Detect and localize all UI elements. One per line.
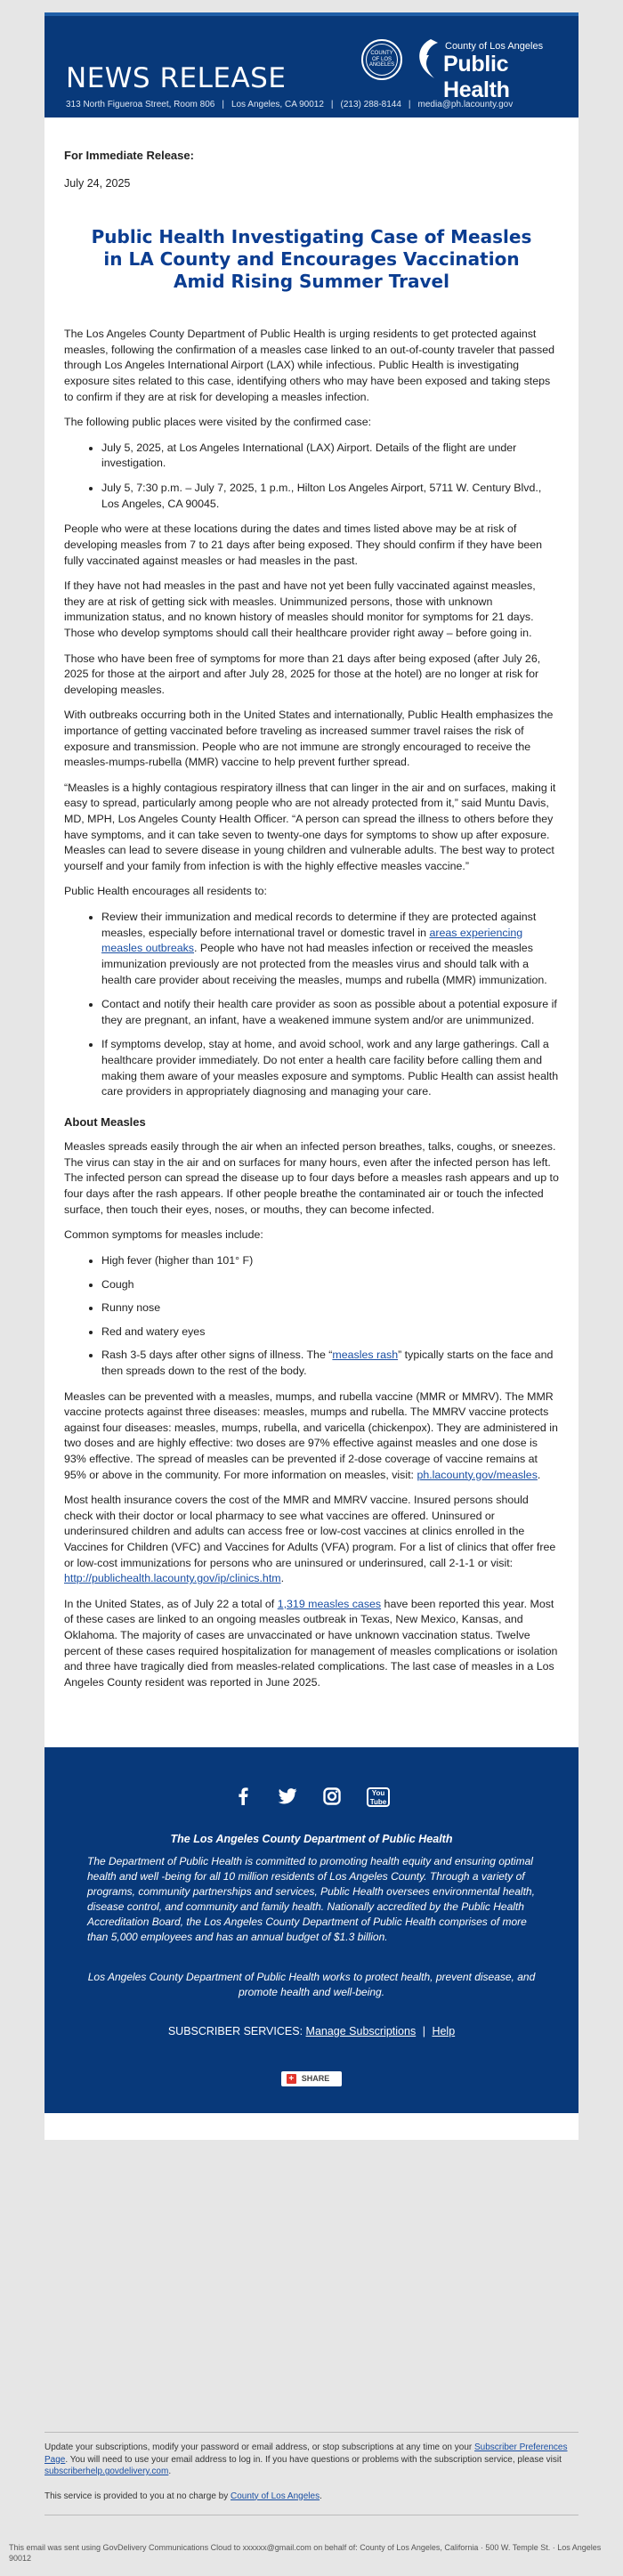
cases-text-b: have been reported this year. Most of these cases are linked to an ongoing measles outbreak in Texas, New Mexico, Kansas, and Oklahoma. The majority of cases are unvaccinated or have unknown vaccination status. Twelve percent of these cases required hospitalization for management of measles complications or isolation and three have tragically died from measles-related complications. The last case of measles in a Los Angeles County resident was reported in June 2025. bbox=[64, 1597, 558, 1689]
subscriber-label: SUBSCRIBER SERVICES: bbox=[167, 2024, 303, 2037]
rash-text-a: Rash 3-5 days after other signs of illness. The “ bbox=[101, 1349, 333, 1362]
measles-rash-link[interactable]: measles rash bbox=[332, 1349, 399, 1362]
news-release-header bbox=[44, 12, 578, 117]
govdelivery-notice bbox=[0, 2428, 623, 2524]
insurance-text-b: . bbox=[280, 1572, 285, 1585]
paragraph-quote: “Measles is a highly contagious respiratory illness that can linger in the air and on surfaces, making it easy to spread, particularly among people who are not already protected from it,” said Muntu Davis, MD, MPH, Los Angeles County Health Officer. “A person can spread the illness to others before they have symptoms, and it can take seven to twenty-one days for symptoms to show up after exposure. Measles can lead to severe disease in young children and vulnerable adults. The best way to protect yourself and your family from infection is with the highly effective measles vaccine.” bbox=[64, 781, 556, 872]
email-sheet bbox=[44, 12, 578, 2140]
release-content bbox=[44, 117, 578, 1721]
recommendations-list bbox=[64, 910, 559, 1100]
footer bbox=[44, 1747, 578, 2113]
logo-public-health-text: Public Health bbox=[443, 52, 510, 102]
list-item: • Cough bbox=[101, 1277, 559, 1293]
social-links bbox=[87, 1786, 536, 1808]
contact-bar: 313 North Figueroa Street, Room 806 | Los Angeles, CA 90012 | (213) 288-8144 | media@ph.lacounty.gov bbox=[66, 100, 514, 109]
release-date: July 24, 2025 bbox=[64, 177, 131, 190]
paragraph-symptoms-intro: Common symptoms for measles include: bbox=[64, 1228, 263, 1242]
outbreak-areas-link[interactable]: areas experiencing measles outbreaks bbox=[101, 926, 523, 955]
legal-footer: This email was sent using GovDelivery Communications Cloud to xxxxxx@gmail.com on behalf of: County of Los Angeles, California · 500 W. Temple St. · Los Angeles 90012 bbox=[9, 2543, 602, 2564]
sheet-bottom-spacer bbox=[44, 2113, 578, 2140]
service-text-b: . bbox=[320, 2491, 322, 2501]
county-link[interactable]: County of Los Angeles bbox=[231, 2491, 320, 2501]
about-measles-heading: About Measles bbox=[64, 1114, 146, 1129]
list-item: • Contact and notify their health care provider as soon as possible about a potential exposure if they are pregnant, an infant, have a weakened immune system and/or are unimmunized. bbox=[101, 997, 559, 1028]
rec1-text-b: . People who have not had measles infection or received the measles immunization previously are not protected from the measles virus and should talk with a health care provider about receiving the measles, mumps and rubella (MMR) immunization. bbox=[101, 942, 547, 986]
clinics-link[interactable]: http://publichealth.lacounty.gov/ip/clinics.htm bbox=[64, 1572, 281, 1585]
list-item bbox=[101, 1348, 559, 1379]
address-text: 313 North Figueroa Street, Room 806 bbox=[66, 100, 215, 109]
measles-cases-link[interactable]: 1,319 measles cases bbox=[277, 1597, 382, 1610]
youtube-label: You Tube bbox=[367, 1787, 390, 1807]
cases-text-a: In the United States, as of July 22 a total of bbox=[64, 1597, 278, 1610]
notice-text-b: . You will need to use your email address to log in. If you have questions or problems with the subscription service, please visit bbox=[65, 2454, 562, 2465]
subscriber-services bbox=[87, 2025, 536, 2037]
paragraph-vaccine bbox=[64, 1389, 559, 1484]
notice-text-a: Update your subscriptions, modify your password or email address, or stop subscriptions at any time on your bbox=[44, 2442, 474, 2452]
vaccine-text-b: . bbox=[537, 1468, 541, 1481]
phone-text: (213) 288-8144 bbox=[340, 100, 401, 109]
divider bbox=[44, 2432, 578, 2433]
paragraph-encourage: Public Health encourages all residents to: bbox=[64, 885, 267, 898]
header-accent-bar bbox=[44, 12, 578, 16]
share-button[interactable] bbox=[281, 2071, 343, 2086]
share-label: SHARE bbox=[301, 2074, 330, 2084]
paragraph-monitor: If they have not had measles in the past and have not yet been fully vaccinated against measles, they are at risk of getting sick with measles. Unimmunized persons, those with unknown immunization status, and no known history of measles should monitor for symptoms for 21 days. Those who develop symptoms should call their healthcare provider right away – before going in. bbox=[64, 579, 536, 639]
paragraph-spread: Measles spreads easily through the air when an infected person breathes, talks, coughs, or sneezes. The virus can stay in the air and on surfaces for many hours, even after the infected person has left. The infected person can spread the disease up to four days before a measles rash appears and up to four days after the rash appears. If other people breathe the contaminated air or touch the infected surface, then touch their eyes, noses, or mouths, they can become infected. bbox=[64, 1140, 559, 1216]
list-item bbox=[101, 910, 559, 988]
list-item: • Red and watery eyes bbox=[101, 1324, 559, 1341]
list-item: • July 5, 2025, at Los Angeles International (LAX) Airport. Details of the flight are under investigation. bbox=[101, 441, 559, 472]
mission-statement: The Department of Public Health is committed to promoting health equity and ensuring optimal health and well -being for all 10 million residents of Los Angeles County. Through a variety of programs, community partnerships and services, Public Health oversees environmental health, disease control, and community and family health. Nationally accredited by the Public Health Accreditation Board, the Los Angeles County Department of Public Health comprises of more than 5,000 employees and has an annual budget of $1.3 billion. bbox=[87, 1854, 535, 1943]
vaccine-text-a: Measles can be prevented with a measles, mumps, and rubella vaccine (MMR or MMRV). The MMR vaccine protects against three diseases: measles, mumps and rubella. The MMRV vaccine protects against four diseases: measles, mumps, rubella, and varicella (chickenpox). They are administered in two doses and are highly effective: two doses are 97% effective against measles and one dose is 93% effective. The spread of measles can be prevented if 2-dose coverage of vaccine remains at 95% or above in the community. For more information on measles, visit: bbox=[64, 1389, 558, 1481]
subscriber-help-link[interactable]: subscriberhelp.govdelivery.com bbox=[44, 2467, 169, 2476]
paragraph-travel: With outbreaks occurring both in the United States and internationally, Public Health emphasizes the importance of getting vaccinated before traveling as increased summer travel raises the risk of exposure and transmission. People who are not immune are strongly encouraged to receive the measles-mumps-rubella (MMR) vaccine to help prevent further spread. bbox=[64, 709, 554, 769]
paragraph-no-longer-at-risk: Those who have been free of symptoms for more than 21 days after being exposed (after July 26, 2025 for those at the airport and after July 28, 2025 for those at the hotel) are no longer at risk for developing measles. bbox=[64, 652, 541, 696]
paragraph-risk: People who were at these locations during the dates and times listed above may be at risk of developing measles from 7 to 21 days after being exposed. They should confirm if they have been fully vaccinated against measles or had measles in the past. bbox=[64, 522, 543, 567]
paragraph-places-intro: The following public places were visited by the confirmed case: bbox=[64, 416, 372, 429]
subscription-notice bbox=[44, 2442, 578, 2478]
headline: Public Health Investigating Case of Measles in LA County and Encourages Vaccination Amid Rising Summer Travel bbox=[91, 226, 532, 293]
measles-info-link[interactable]: ph.lacounty.gov/measles bbox=[417, 1468, 538, 1481]
immediate-release-label: For Immediate Release: bbox=[64, 149, 194, 162]
instagram-icon[interactable] bbox=[322, 1786, 342, 1806]
list-item: • Runny nose bbox=[101, 1300, 559, 1316]
logo-county-text: County of Los Angeles bbox=[445, 41, 544, 52]
tagline: Los Angeles County Department of Public Health works to protect health, prevent disease, and promote health and well-being. bbox=[87, 1970, 536, 1998]
list-item: • High fever (higher than 101° F) bbox=[101, 1253, 559, 1269]
twitter-icon[interactable] bbox=[278, 1786, 297, 1806]
service-text-a: This service is provided to you at no charge by bbox=[44, 2491, 231, 2501]
city-text: Los Angeles, CA 90012 bbox=[231, 100, 324, 109]
footer-title: The Los Angeles County Department of Public Health bbox=[170, 1832, 453, 1845]
list-item: • July 5, 7:30 p.m. – July 7, 2025, 1 p.m., Hilton Los Angeles Airport, 5711 W. Century Blvd., Los Angeles, CA 90045. bbox=[101, 481, 559, 512]
subscriber-preferences-link[interactable]: Subscriber Preferences Page bbox=[44, 2442, 568, 2465]
paragraph-insurance bbox=[64, 1493, 559, 1587]
email-text: media@ph.lacounty.gov bbox=[417, 100, 514, 109]
rec1-text-a: Review their immunization and medical records to determine if they are protected against measles, especially before international travel or domestic travel in bbox=[101, 911, 537, 939]
notice-text-c: . bbox=[168, 2467, 172, 2476]
manage-subscriptions-link[interactable]: Manage Subscriptions bbox=[305, 2024, 417, 2037]
help-link[interactable]: Help bbox=[432, 2024, 456, 2037]
youtube-icon[interactable] bbox=[367, 1786, 390, 1808]
list-item: • If symptoms develop, stay at home, and avoid school, work and any large gatherings. Call a healthcare provider immediately. Do not enter a health care facility before calling them and making them aware of your measles exposure and symptoms. Public Health can assist health care providers in appropriately diagnosing and managing your care. bbox=[101, 1037, 559, 1099]
symptoms-list bbox=[64, 1253, 559, 1380]
paragraph-intro: The Los Angeles County Department of Public Health is urging residents to get protected against measles, following the confirmation of a measles case linked to an out-of-county traveler that passed through Los Angeles International Airport (LAX) while infectious. Public Health is investigating exposure sites related to this case, identifying others who may have been exposed and taking steps to confirm if they are at risk for developing a measles infection. bbox=[64, 328, 554, 403]
county-seal-icon bbox=[361, 39, 402, 80]
news-release-title: NEWS RELEASE bbox=[66, 62, 287, 94]
exposure-locations-list bbox=[64, 441, 559, 512]
paragraph-us-cases bbox=[64, 1597, 559, 1691]
facebook-icon[interactable] bbox=[233, 1786, 253, 1806]
public-health-logo-icon bbox=[413, 37, 440, 80]
service-notice bbox=[44, 2491, 578, 2503]
insurance-text-a: Most health insurance covers the cost of the MMR and MMRV vaccine. Insured persons should check with their doctor or local pharmacy to see what vaccines are offered. Uninsured or underinsured children and adults can access free or low-cost vaccines at clinics enrolled in the Vaccines for Children (VFC) and Vaccines for Adults (VFA) program. For a list of clinics that offer free or low-cost immunizations for persons who are uninsured or underinsured, call 2-1-1 or visit: bbox=[64, 1494, 556, 1569]
rash-text-b: ” typically starts on the face and then spreads down to the rest of the body. bbox=[101, 1349, 554, 1377]
link-divider: | bbox=[422, 2024, 425, 2037]
share-plus-icon: + bbox=[287, 2074, 296, 2084]
seal-text: COUNTY OF LOS ANGELES bbox=[366, 44, 398, 76]
